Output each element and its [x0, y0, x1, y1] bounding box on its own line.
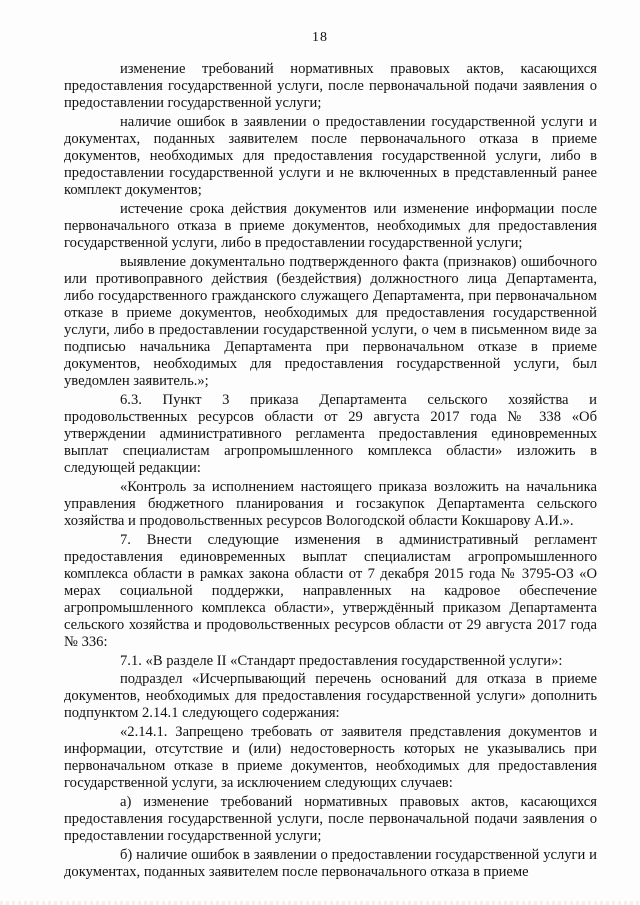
document-body: [64, 61, 597, 882]
paragraph-7: 7. Внести следующие изменения в административный регламент предоставления единовременных выплат специалистам агропромышленного комплекса области в рамках закона области от 7 декабря 2015 года № 3795-ОЗ «О мерах социальной поддержки, направленных на кадровое обеспечение агропромышленного комплекса области», утверждённый приказом Департамента сельского хозяйства и продовольственных ресурсов области от 29 августа 2017 года № 336:: [64, 531, 597, 651]
paragraph-subsection: подраздел «Исчерпывающий перечень оснований для отказа в приеме документов, необходимых для предоставления государственной услуги» дополнить подпунктом 2.14.1 следующего содержания:: [64, 671, 597, 722]
paragraph-7-1: 7.1. «В разделе II «Стандарт предоставления государственной услуги»:: [120, 652, 563, 669]
paragraph-control-clause: «Контроль за исполнением настоящего приказа возложить на начальника управления бюджетного планирования и госзакупок Департамента сельского хозяйства и продовольственных ресурсов Вологодской области Кокшарову А.И.».: [64, 478, 597, 529]
paragraph-1: изменение требований нормативных правовых актов, касающихся предоставления государственной услуги, после первоначальной подачи заявления о предоставлении государственной услуги;: [64, 61, 597, 112]
scan-edge-artifact: [0, 901, 640, 905]
paragraph-2: наличие ошибок в заявлении о предоставлении государственной услуги и документах, поданных заявителем после первоначального отказа в приеме документов, необходимых для предоставления государственной услуги, либо в предоставлении государственной услуги и не включенных в представленный ранее комплект документов;: [64, 113, 597, 199]
paragraph-2-14-1: «2.14.1. Запрещено требовать от заявителя представления документов и информации, отсутствие и (или) недостоверность которых не указывались при первоначальном отказе в приеме документов, необходимых для предоставления государственной услуги, за исключением следующих случаев:: [64, 724, 597, 792]
paragraph-item-b: б) наличие ошибок в заявлении о предоставлении государственной услуги и документах, поданных заявителем после первоначального отказа в приеме: [64, 846, 597, 880]
paragraph-item-a: а) изменение требований нормативных правовых актов, касающихся предоставления государственной услуги, после первоначальной подачи заявления о предоставлении государственной услуги;: [64, 793, 597, 845]
paragraph-4: выявление документально подтвержденного факта (признаков) ошибочного или противоправного действия (бездействия) должностного лица Департамента, либо государственного гражданского служащего Департамента, при первоначальном отказе в приеме документов, необходимых для предоставления государственной услуги, либо в предоставлении государственной услуги, о чем в письменном виде за подписью начальника Департамента при первоначальном отказе в приеме документов, необходимых для предоставления государственной услуги, был уведомлен заявитель.»;: [64, 253, 597, 390]
paragraph-3: истечение срока действия документов или изменение информации после первоначального отказа в приеме документов, необходимых для предоставления государственной услуги, либо в предоставлении государственной услуги;: [64, 200, 597, 251]
page-number: 18: [312, 30, 328, 45]
paragraph-6-3: 6.3. Пункт 3 приказа Департамента сельского хозяйства и продовольственных ресурсов области от 29 августа 2017 года № 338 «Об утверждении административного регламента предоставления единовременных выплат специалистам агропромышленного комплекса области» изложить в следующей редакции:: [64, 391, 597, 477]
